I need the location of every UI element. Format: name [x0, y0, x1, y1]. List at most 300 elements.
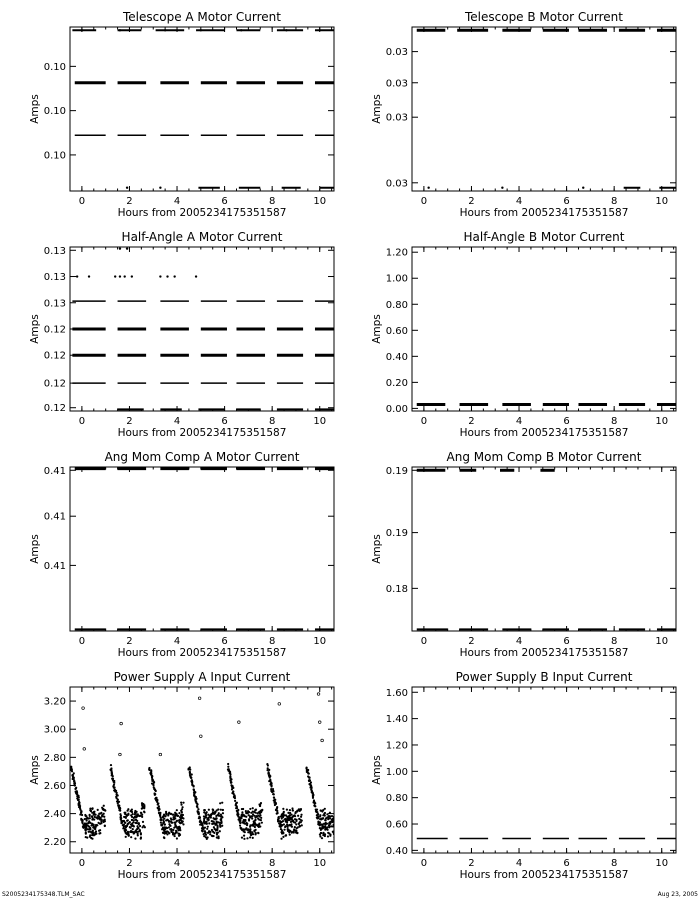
data-point [216, 809, 218, 811]
chart-panel-3 [29, 230, 334, 439]
data-layer [417, 469, 676, 629]
y-tick-label: 0.19 [385, 528, 408, 540]
data-point [89, 834, 91, 836]
data-point [286, 809, 288, 811]
data-point [227, 763, 229, 765]
y-tick-label: 2.80 [43, 752, 66, 764]
y-tick-label: 1.00 [385, 273, 408, 285]
data-point [286, 821, 288, 823]
data-point [249, 836, 251, 838]
data-point [178, 812, 180, 814]
data-point [176, 837, 178, 839]
data-point [219, 830, 221, 832]
data-point [269, 779, 271, 781]
data-point [336, 819, 338, 821]
data-point [131, 816, 133, 818]
data-point [332, 818, 334, 820]
data-point [98, 815, 100, 817]
data-point [337, 808, 339, 810]
data-point [197, 808, 199, 810]
data-point [212, 811, 214, 813]
y-tick-label: 0.12 [43, 350, 66, 362]
data-point [157, 802, 159, 804]
data-point [178, 819, 180, 821]
y-axis-label: Amps [29, 94, 41, 124]
data-point [276, 812, 278, 814]
data-point [100, 812, 102, 814]
data-point [202, 824, 204, 826]
chart-panel-4 [371, 230, 676, 439]
data-point [135, 829, 137, 831]
data-point [140, 812, 142, 814]
data-point [92, 832, 94, 834]
data-point [254, 826, 256, 828]
data-point [205, 836, 207, 838]
y-tick-label: 0.03 [385, 178, 408, 190]
data-point [180, 802, 182, 804]
y-tick-label: 1.60 [385, 687, 408, 699]
footer-filename: S2005234175348.TLM_SAC [2, 891, 85, 898]
data-point [150, 771, 152, 773]
data-point [116, 792, 118, 794]
data-point [305, 767, 307, 769]
data-point [207, 819, 209, 821]
data-point [131, 819, 133, 821]
data-point [241, 837, 243, 839]
data-point [501, 187, 503, 189]
data-point [204, 827, 206, 829]
footer-date: Aug 23, 2005 [657, 891, 698, 898]
x-tick-label: 4 [173, 196, 181, 207]
data-point [155, 797, 157, 799]
data-point [137, 833, 139, 835]
data-point [168, 826, 170, 828]
data-point [333, 832, 335, 834]
data-point [297, 815, 299, 817]
data-point [340, 806, 342, 808]
data-point [335, 828, 337, 830]
data-point [92, 830, 94, 832]
data-point [251, 817, 253, 819]
x-tick-label: 2 [468, 196, 475, 207]
x-tick-label: 0 [78, 416, 86, 427]
y-tick-label: 0.10 [43, 61, 66, 73]
data-point [135, 815, 137, 817]
data-point [221, 825, 223, 827]
data-point [76, 275, 78, 277]
data-point [229, 773, 231, 775]
data-point [319, 835, 321, 837]
data-layer [72, 247, 334, 409]
data-point [216, 822, 218, 824]
data-point [283, 814, 285, 816]
data-point [243, 835, 245, 837]
data-point [123, 820, 125, 822]
data-point [216, 825, 218, 827]
data-point [252, 833, 254, 835]
data-point [337, 816, 339, 818]
data-point [119, 753, 122, 756]
x-tick-label: 6 [221, 416, 228, 427]
data-point [253, 811, 255, 813]
data-point [124, 813, 126, 815]
data-point [221, 821, 223, 823]
data-point [252, 807, 254, 809]
data-point [178, 826, 180, 828]
data-point [466, 469, 468, 471]
data-point [219, 826, 221, 828]
data-point [240, 29, 242, 31]
data-point [336, 810, 338, 812]
data-point [272, 790, 274, 792]
data-point [190, 777, 192, 779]
data-point [140, 838, 142, 840]
data-point [208, 822, 210, 824]
data-point [322, 814, 324, 816]
data-point [91, 823, 93, 825]
plot-frame [70, 27, 334, 191]
data-point [270, 785, 272, 787]
data-point [285, 825, 287, 827]
data-point [209, 831, 211, 833]
data-point [216, 833, 218, 835]
data-point [277, 820, 279, 822]
y-tick-label: 0.00 [385, 403, 408, 415]
data-point [202, 830, 204, 832]
data-point [234, 795, 236, 797]
data-point [70, 766, 72, 768]
data-point [310, 786, 312, 788]
data-point [131, 275, 133, 277]
data-point [180, 818, 182, 820]
y-axis-label: Amps [371, 94, 383, 124]
data-point [222, 812, 224, 814]
data-point [206, 828, 208, 830]
data-point [218, 812, 220, 814]
data-point [163, 836, 165, 838]
data-point [258, 815, 260, 817]
data-point [101, 807, 103, 809]
x-tick-label: 10 [313, 196, 327, 207]
data-point [199, 817, 201, 819]
data-point [219, 802, 221, 804]
data-point [237, 813, 239, 815]
data-point [300, 814, 302, 816]
data-point [299, 821, 301, 823]
data-point [331, 815, 333, 817]
data-point [78, 801, 80, 803]
data-point [161, 824, 163, 826]
data-point [212, 809, 214, 811]
data-point [137, 827, 139, 829]
data-point [162, 827, 164, 829]
data-point [198, 813, 200, 815]
x-tick-label: 4 [173, 858, 181, 869]
data-point [237, 809, 239, 811]
y-axis-label: Amps [371, 534, 383, 564]
data-point [91, 815, 93, 817]
data-point [150, 774, 152, 776]
data-point [221, 802, 223, 804]
data-point [132, 824, 134, 826]
data-point [119, 813, 121, 815]
data-point [301, 824, 303, 826]
data-point [293, 831, 295, 833]
data-point [97, 809, 99, 811]
data-point [289, 809, 291, 811]
data-point [168, 820, 170, 822]
data-point [287, 817, 289, 819]
data-point [166, 833, 168, 835]
data-point [247, 810, 249, 812]
x-tick-label: 8 [610, 858, 618, 869]
data-point [119, 275, 121, 277]
data-point [112, 775, 114, 777]
data-point [74, 784, 76, 786]
chart-panel-7 [29, 670, 342, 881]
data-point [328, 822, 330, 824]
data-point [234, 800, 236, 802]
data-point [98, 832, 100, 834]
data-point [96, 824, 98, 826]
y-tick-label: 1.00 [385, 766, 408, 778]
data-point [236, 807, 238, 809]
x-tick-label: 2 [126, 416, 133, 427]
data-point [118, 801, 120, 803]
y-tick-label: 3.00 [43, 724, 66, 736]
data-point [319, 815, 321, 817]
data-point [75, 787, 77, 789]
data-point [204, 830, 206, 832]
data-point [339, 820, 341, 822]
data-point [73, 776, 75, 778]
data-point [189, 769, 191, 771]
data-point [336, 829, 338, 831]
data-point [169, 813, 171, 815]
data-point [427, 187, 429, 189]
data-point [129, 826, 131, 828]
data-point [172, 829, 174, 831]
x-tick-label: 0 [420, 416, 428, 427]
data-point [89, 808, 91, 810]
data-point [200, 29, 202, 31]
y-tick-label: 0.60 [385, 819, 408, 831]
x-tick-label: 6 [563, 196, 570, 207]
y-tick-label: 0.03 [385, 78, 408, 90]
data-point [329, 835, 331, 837]
data-point [240, 817, 242, 819]
data-point [164, 823, 166, 825]
y-tick-label: 0.03 [385, 47, 408, 59]
data-point [119, 247, 121, 249]
x-tick-label: 4 [173, 636, 181, 647]
data-point [115, 790, 117, 792]
chart-title: Power Supply B Input Current [455, 670, 633, 684]
data-point [309, 779, 311, 781]
x-tick-label: 6 [221, 858, 228, 869]
x-tick-label: 8 [610, 196, 618, 207]
data-point [104, 824, 106, 826]
data-point [127, 819, 129, 821]
data-point [79, 805, 81, 807]
data-point [236, 802, 238, 804]
data-point [191, 773, 193, 775]
data-point [243, 829, 245, 831]
data-point [310, 781, 312, 783]
data-point [162, 832, 164, 834]
data-point [253, 824, 255, 826]
data-point [307, 769, 309, 771]
x-tick-label: 4 [515, 416, 523, 427]
data-point [301, 820, 303, 822]
y-tick-label: 0.19 [385, 465, 408, 477]
y-tick-label: 2.20 [43, 837, 66, 849]
data-point [326, 826, 328, 828]
data-point [111, 773, 113, 775]
data-point [189, 772, 191, 774]
data-point [110, 764, 112, 766]
data-point [294, 818, 296, 820]
y-tick-label: 0.18 [385, 583, 408, 595]
data-point [267, 764, 269, 766]
data-point [241, 829, 243, 831]
data-point [154, 793, 156, 795]
data-point [293, 821, 295, 823]
x-axis-label: Hours from 2005234175351587 [459, 427, 629, 439]
y-tick-label: 0.10 [43, 106, 66, 118]
data-point [219, 824, 221, 826]
data-point [334, 812, 336, 814]
data-point [98, 817, 100, 819]
data-point [282, 808, 284, 810]
data-point [325, 817, 327, 819]
data-point [123, 827, 125, 829]
data-point [71, 768, 73, 770]
data-point [124, 275, 126, 277]
data-point [91, 812, 93, 814]
x-tick-label: 0 [78, 636, 86, 647]
data-point [227, 766, 229, 768]
data-point [244, 831, 246, 833]
data-point [298, 826, 300, 828]
x-tick-label: 8 [268, 858, 276, 869]
data-point [246, 837, 248, 839]
x-tick-label: 6 [221, 196, 228, 207]
x-axis-label: Hours from 2005234175351587 [459, 647, 629, 659]
x-tick-label: 0 [78, 858, 86, 869]
data-point [74, 782, 76, 784]
data-point [230, 782, 232, 784]
data-point [260, 819, 262, 821]
data-point [174, 812, 176, 814]
data-point [335, 820, 337, 822]
data-point [176, 820, 178, 822]
data-point [141, 804, 143, 806]
data-point [112, 777, 114, 779]
x-tick-label: 0 [420, 858, 428, 869]
data-point [239, 822, 241, 824]
data-point [273, 793, 275, 795]
data-point [82, 822, 84, 824]
data-point [103, 813, 105, 815]
data-point [241, 811, 243, 813]
data-point [253, 830, 255, 832]
y-tick-label: 0.12 [43, 403, 66, 415]
data-point [194, 791, 196, 793]
plot-frame [70, 467, 334, 631]
data-point [295, 820, 297, 822]
data-point [181, 813, 183, 815]
x-tick-label: 4 [515, 196, 523, 207]
data-point [339, 818, 341, 820]
data-point [85, 829, 87, 831]
x-tick-label: 2 [468, 416, 475, 427]
x-tick-label: 8 [268, 196, 276, 207]
data-point [256, 812, 258, 814]
y-tick-label: 0.13 [43, 272, 66, 284]
y-axis-label: Amps [29, 314, 41, 344]
y-tick-label: 0.41 [43, 465, 66, 477]
data-point [335, 828, 337, 830]
data-point [126, 247, 128, 249]
data-point [216, 836, 218, 838]
data-point [250, 834, 252, 836]
data-point [104, 818, 106, 820]
data-point [134, 837, 136, 839]
data-point [84, 814, 86, 816]
y-tick-label: 1.40 [385, 714, 408, 726]
data-point [168, 832, 170, 834]
data-point [182, 823, 184, 825]
data-point [209, 833, 211, 835]
data-point [322, 809, 324, 811]
data-point [143, 807, 145, 809]
data-point [338, 808, 340, 810]
data-point [214, 811, 216, 813]
y-tick-label: 1.20 [385, 247, 408, 259]
x-tick-label: 10 [655, 416, 669, 427]
data-point [340, 805, 342, 807]
data-point [295, 823, 297, 825]
data-point [327, 835, 329, 837]
data-point [330, 825, 332, 827]
data-point [205, 816, 207, 818]
y-tick-label: 0.41 [43, 511, 66, 523]
data-point [242, 815, 244, 817]
data-point [322, 834, 324, 836]
data-point [135, 818, 137, 820]
data-point [285, 818, 287, 820]
data-point [327, 818, 329, 820]
data-point [141, 816, 143, 818]
data-point [93, 811, 95, 813]
data-point [229, 775, 231, 777]
data-point [506, 469, 508, 471]
data-point [296, 832, 298, 834]
data-point [249, 831, 251, 833]
data-point [99, 829, 101, 831]
y-tick-label: 0.03 [385, 112, 408, 124]
x-tick-label: 2 [468, 858, 475, 869]
x-tick-label: 8 [610, 416, 618, 427]
data-point [117, 799, 119, 801]
data-point [158, 808, 160, 810]
data-point [127, 813, 129, 815]
data-point [79, 807, 81, 809]
data-point [249, 808, 251, 810]
data-point [320, 809, 322, 811]
data-point [249, 816, 251, 818]
